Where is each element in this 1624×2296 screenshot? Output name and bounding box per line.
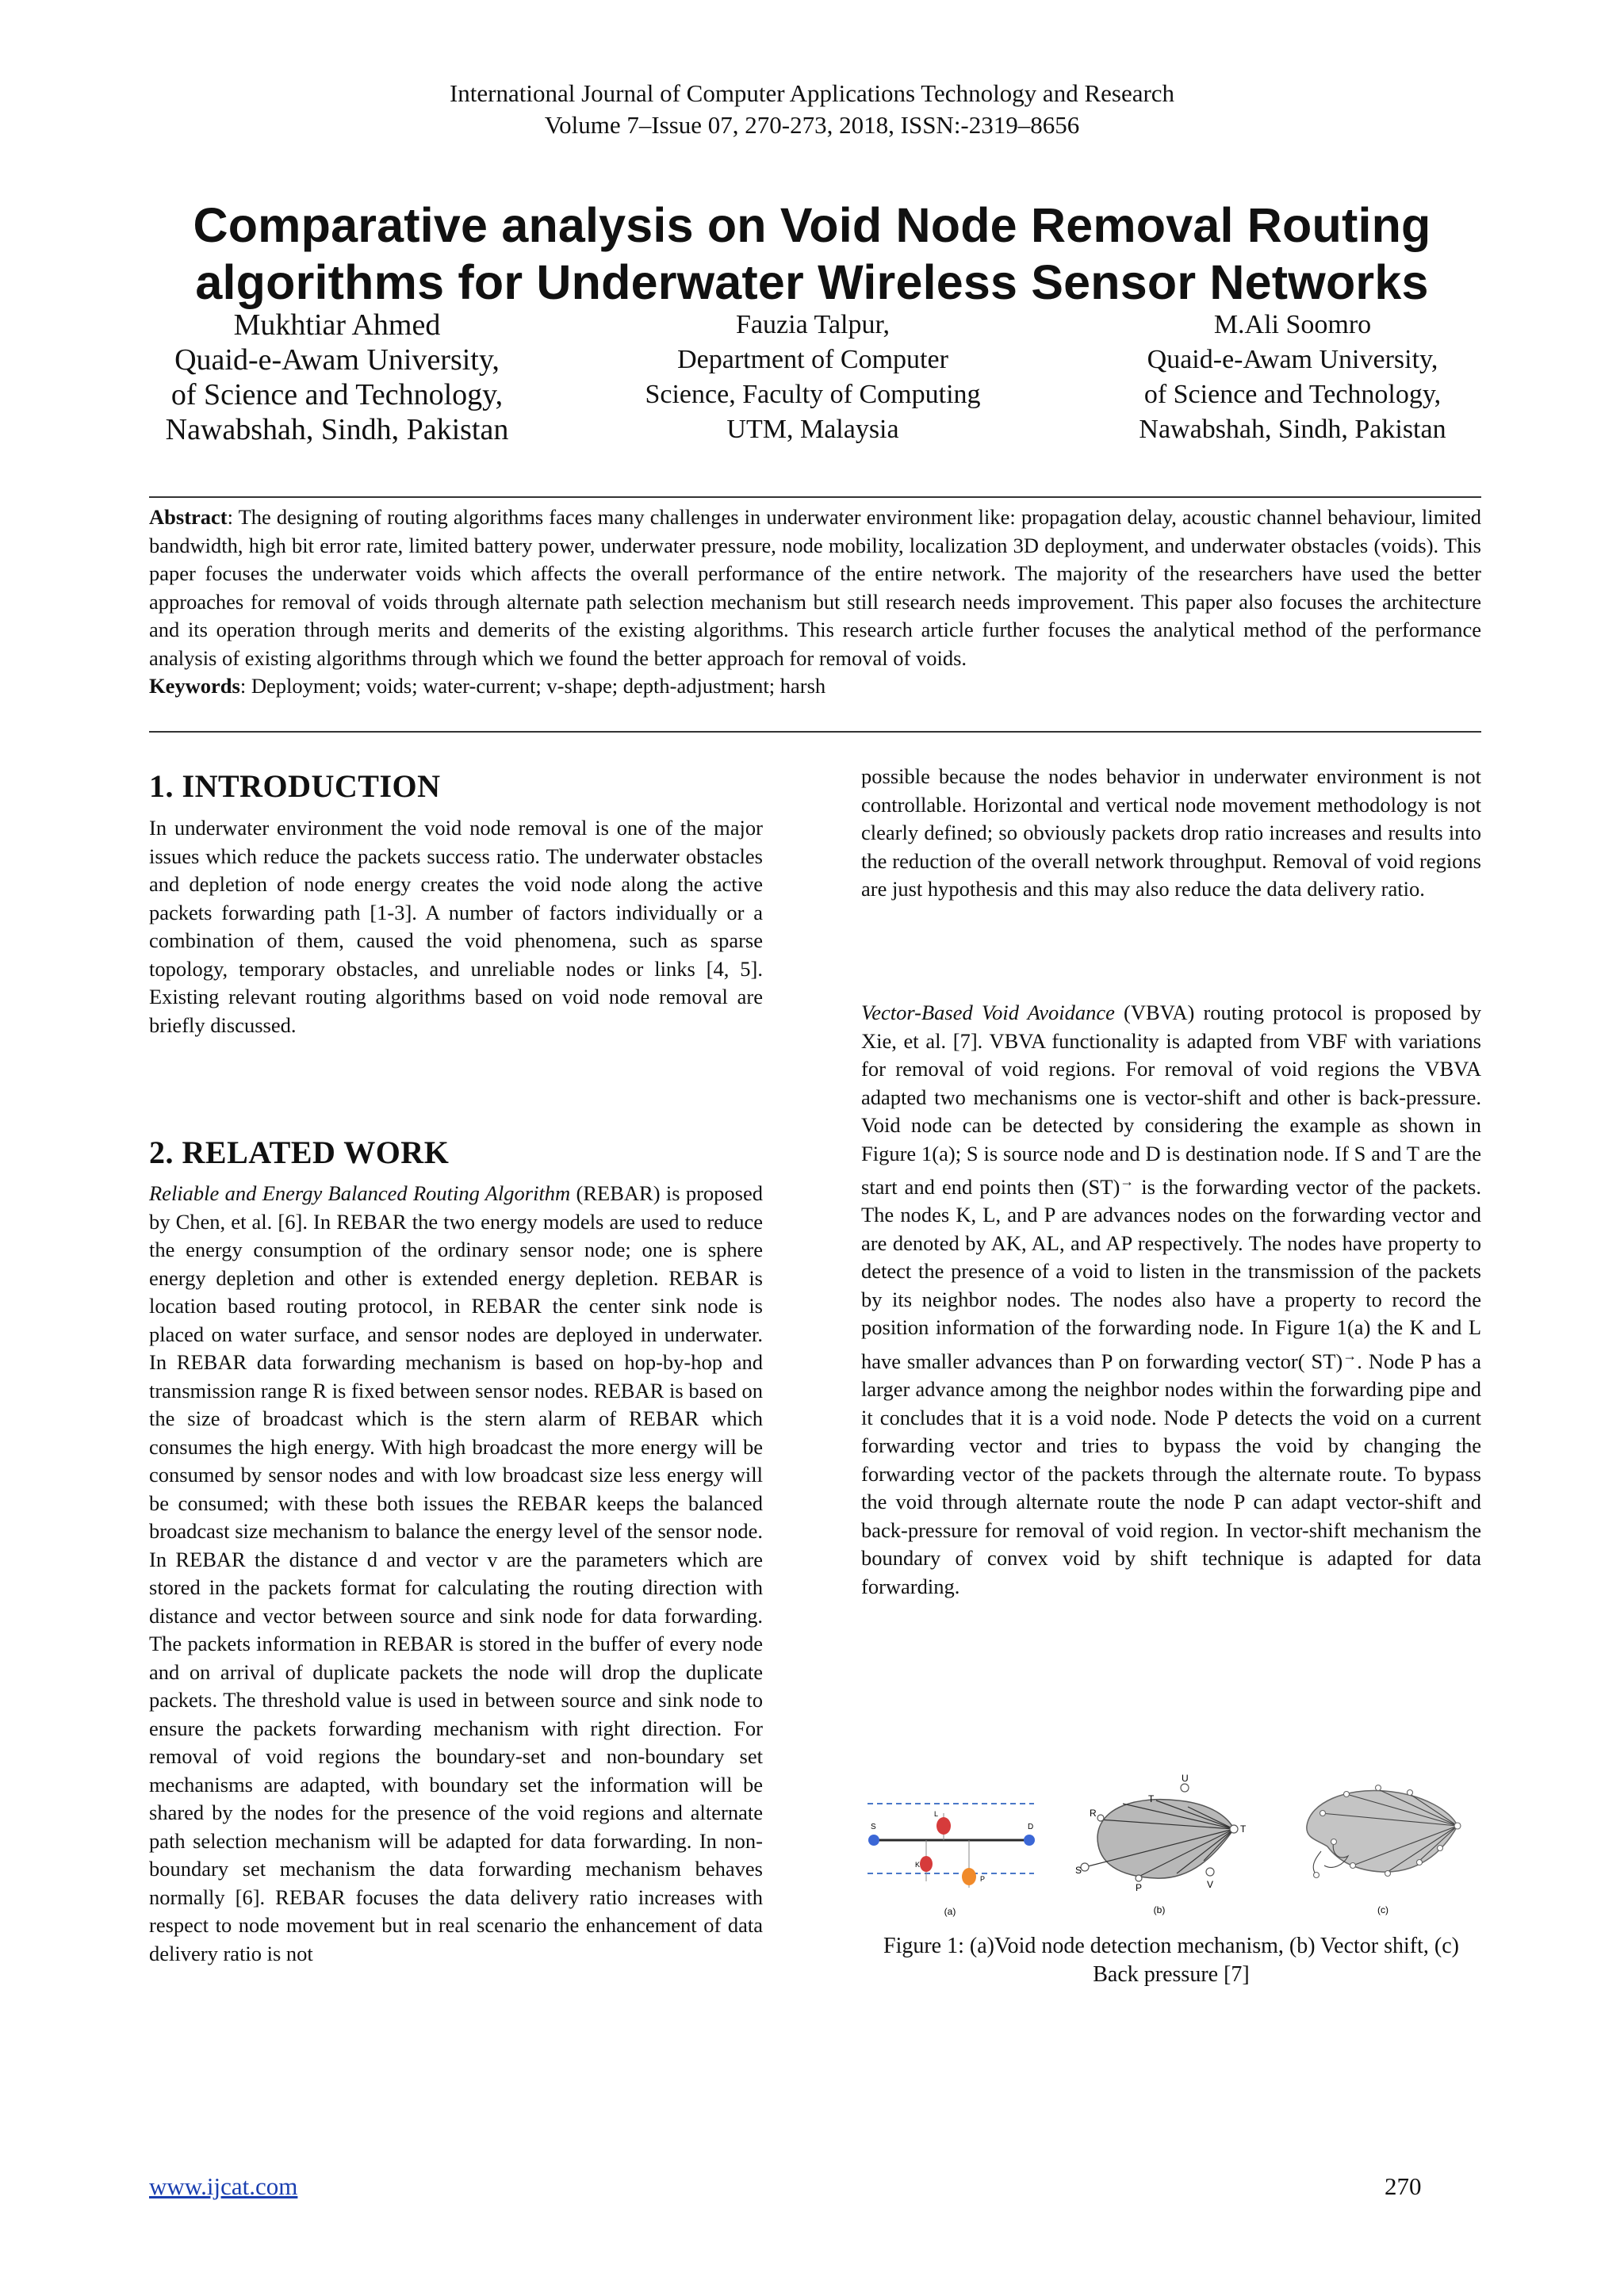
label-k: K (915, 1861, 921, 1869)
vbva-paragraph (861, 999, 1481, 1601)
author-3 (1104, 308, 1481, 447)
label-s-b: S (1075, 1865, 1082, 1876)
continuation-paragraph: possible because the nodes behavior in underwater environment is not controllable. Horizontal and vertical node movement methodology is not clearly defined; so obviously packets drop ratio increases and results into the reduction of the overall network throughput. Removal of void regions are just hypothesis and this may also reduce the data delivery ratio. (861, 764, 1481, 901)
author-3-name: M.Ali Soomro (1213, 310, 1372, 339)
rebar-text: (REBAR) is proposed by Chen, et al. [6]. In REBAR the two energy models are used to reduce the energy consumption of the ordinary sensor node; one is sphere energy depletion and other is extended energy depletion. REBAR is location based routing protocol, in REBAR the center sink node is placed on water surface, and sensor nodes are deployed in underwater. In REBAR data forwarding mechanism is based on hop-by-hop and transmission range R is fixed between sensor nodes. REBAR is based on the size of broadcast which is the stern alarm of REBAR which consumes the high energy. With high broadcast the more energy will be consumed by sensor nodes and with low broadcast size less energy will be consumed; with these both issues the REBAR keeps the balanced broadcast size mechanism to balance the energy level of the sensor node. In REBAR the distance d and vector v are the parameters which are stored in the packets format for calculating the routing direction with distance and vector between source and sink node for data forwarding. The packets information in REBAR is stored in the buffer of every node and on arrival of duplicate packets the node will drop the duplicate packets. The threshold value is used in between source and sink node to ensure the packets forwarding mechanism with right direction. For removal of void regions the boundary-set and non-boundary set mechanisms are adapted, with boundary set the information will be shared by the nodes for the presence of the void regions and alternate path selection mechanism will be adapted for data forwarding. In non-boundary set mechanism the data forwarding mechanism behaves normally [6]. REBAR focuses the data delivery ratio increases with respect to node movement but in real scenario the enhancement of data delivery ratio is not (149, 1181, 764, 1965)
label-r: R (1090, 1808, 1097, 1819)
vbva-title: Vector-Based Void Avoidance (861, 1001, 1115, 1024)
author-2-affiliation-2: Science, Faculty of Computing (645, 380, 981, 409)
author-1-affiliation-2: of Science and Technology, (170, 378, 504, 411)
node-p-b (1136, 1875, 1142, 1881)
author-3-affiliation-3: Nawabshah, Sindh, Pakistan (1139, 415, 1446, 444)
abstract-bottom-rule (149, 731, 1481, 733)
intro-paragraph: In underwater environment the void node removal is one of the major issues which reduce the packets success ratio. The underwater obstacles and depletion of node energy creates the void node along the active packets forwarding path [1-3]. A number of factors individually or a combination of them, caused the void phenomena, such as sparse topology, temporary obstacles, and unreliable nodes or links [4, 5]. Existing relevant routing algorithms based on void node removal are briefly discussed. (149, 816, 763, 1037)
keywords-label: Keywords (149, 674, 240, 698)
intro-heading: 1. INTRODUCTION (149, 768, 441, 804)
vbva-text-1: (VBVA) routing protocol is proposed by Xie, et al. [7]. VBVA functionality is adapted from VBF with variations for removal of void regions. For removal of void regions the VBVA adapted two mechanisms one is vector-shift and other is back-pressure. Void node can be detected by considering the example as shown in Figure 1(a); S is source node and D is destination node. If S and T are the start and end points then (ST) (861, 1001, 1481, 1199)
label-p-b: P (1136, 1882, 1143, 1893)
figure-1a-diagram (868, 1804, 1035, 1917)
label-b: (b) (1153, 1904, 1166, 1915)
void-region-c (1307, 1790, 1457, 1872)
vbva-body (861, 999, 1481, 1601)
node-u (1181, 1784, 1189, 1792)
figure-1 (861, 1772, 1481, 1931)
abstract-text: : The designing of routing algorithms faces many challenges in underwater environment like: propagation delay, acoustic channel behaviour, limited bandwidth, high bit error rate, limited battery power, underwater pressure, node mobility, localization 3D deployment, and underwater obstacles (voids). This paper focuses the underwater voids which affects the overall performance of the entire network. The majority of the researchers have used the better approaches for removal of voids through alternate path selection mechanism but still research needs improvement. This paper also focuses the architecture and its operation through merits and demerits of the existing algorithms. This research article further focuses the analytical method of the performance analysis of existing algorithms through which we found the better approach for removal of voids. (149, 505, 1481, 670)
node-l (936, 1817, 951, 1835)
intro-body (149, 814, 763, 1039)
label-t-top: T (1148, 1793, 1155, 1804)
abstract (149, 503, 1481, 701)
label-c: (c) (1377, 1904, 1388, 1915)
node-s (1081, 1863, 1089, 1871)
author-2-affiliation-3: UTM, Malaysia (726, 415, 899, 444)
node-r (1097, 1815, 1104, 1821)
figure-1c-diagram (1307, 1785, 1461, 1916)
node-v (1206, 1868, 1214, 1876)
node-p (962, 1868, 976, 1885)
author-3-affiliation-1: Quaid-e-Awam University, (1147, 345, 1438, 374)
author-2-affiliation-1: Department of Computer (677, 345, 948, 374)
abstract-label: Abstract (149, 505, 228, 529)
figure-1-caption: Figure 1: (a)Void node detection mechanism, (b) Vector shift, (c) Back pressure [7] (883, 1934, 1459, 1987)
node-k (920, 1856, 933, 1872)
author-2-name: Fauzia Talpur, (736, 310, 890, 339)
related-work-heading: 2. RELATED WORK (149, 1135, 450, 1170)
source-node-s (868, 1835, 879, 1846)
rebar-title: Reliable and Energy Balanced Routing Algorithm (149, 1181, 571, 1205)
journal-volume: Volume 7–Issue 07, 270-273, 2018, ISSN:-2319–8656 (544, 111, 1080, 139)
label-d: D (1028, 1823, 1034, 1831)
author-1 (149, 308, 525, 447)
related-work-body (149, 1180, 763, 1968)
author-1-affiliation-1: Quaid-e-Awam University, (174, 343, 500, 377)
label-v: V (1207, 1879, 1214, 1890)
title-line-2: algorithms for Underwater Wireless Sensor Networks (195, 255, 1429, 309)
author-3-affiliation-2: of Science and Technology, (1143, 380, 1442, 409)
page-number: 270 (1385, 2172, 1422, 2200)
label-t: T (1240, 1823, 1247, 1835)
node-t (1230, 1825, 1238, 1833)
keywords-line (149, 672, 1481, 701)
footer-website-link[interactable]: www.ijcat.com (149, 2172, 298, 2200)
journal-name: International Journal of Computer Applications Technology and Research (449, 79, 1175, 107)
author-2 (619, 308, 1007, 447)
paper-title (0, 197, 1624, 311)
label-a: (a) (944, 1906, 956, 1917)
label-l: L (934, 1810, 939, 1818)
author-1-affiliation-3: Nawabshah, Sindh, Pakistan (165, 413, 509, 446)
vbva-text-3: . Node P has a larger advance among the neighbor nodes within the forwarding pipe and it concludes that it is a void node. Node P detects the void on a current forwarding vector and tries to bypass the void by changing the forwarding vector of the packets through the alternate route. To bypass the void through alternate route the node P can adapt vector-shift and back-pressure for removal of void region. In vector-shift mechanism the boundary of convex void by shift technique is adapted for data forwarding. (861, 1349, 1481, 1598)
journal-header (0, 78, 1624, 141)
title-line-1: Comparative analysis on Void Node Removal Routing (193, 198, 1431, 252)
author-1-name: Mukhtiar Ahmed (233, 308, 441, 342)
vbva-text-2: is the forwarding vector of the packets. The nodes K, L, and P are advances nodes on the forwarding vector and are denoted by AK, AL, and AP respectively. The nodes have property to detect the presence of a void to listen in the transmission of the packets by its neighbor nodes. The nodes also have a property to record the position information of the forwarding node. In Figure 1(a) the K and L have smaller advances than P on forwarding vector( ST) (861, 1174, 1481, 1373)
vector-arrow-1: → (1120, 1173, 1135, 1189)
destination-node-d (1024, 1835, 1035, 1846)
rebar-paragraph (149, 1180, 763, 1968)
abstract-paragraph (149, 503, 1481, 672)
label-s: S (871, 1823, 876, 1831)
label-u: U (1182, 1773, 1189, 1784)
keywords-text: : Deployment; voids; water-current; v-shape; depth-adjustment; harsh (239, 674, 826, 698)
right-column-top (861, 763, 1481, 904)
figure-1b-diagram (1075, 1773, 1247, 1915)
abstract-top-rule (149, 496, 1481, 498)
label-p: P (980, 1875, 986, 1883)
vector-arrow-2: → (1342, 1347, 1358, 1364)
authors-block (0, 308, 1624, 466)
